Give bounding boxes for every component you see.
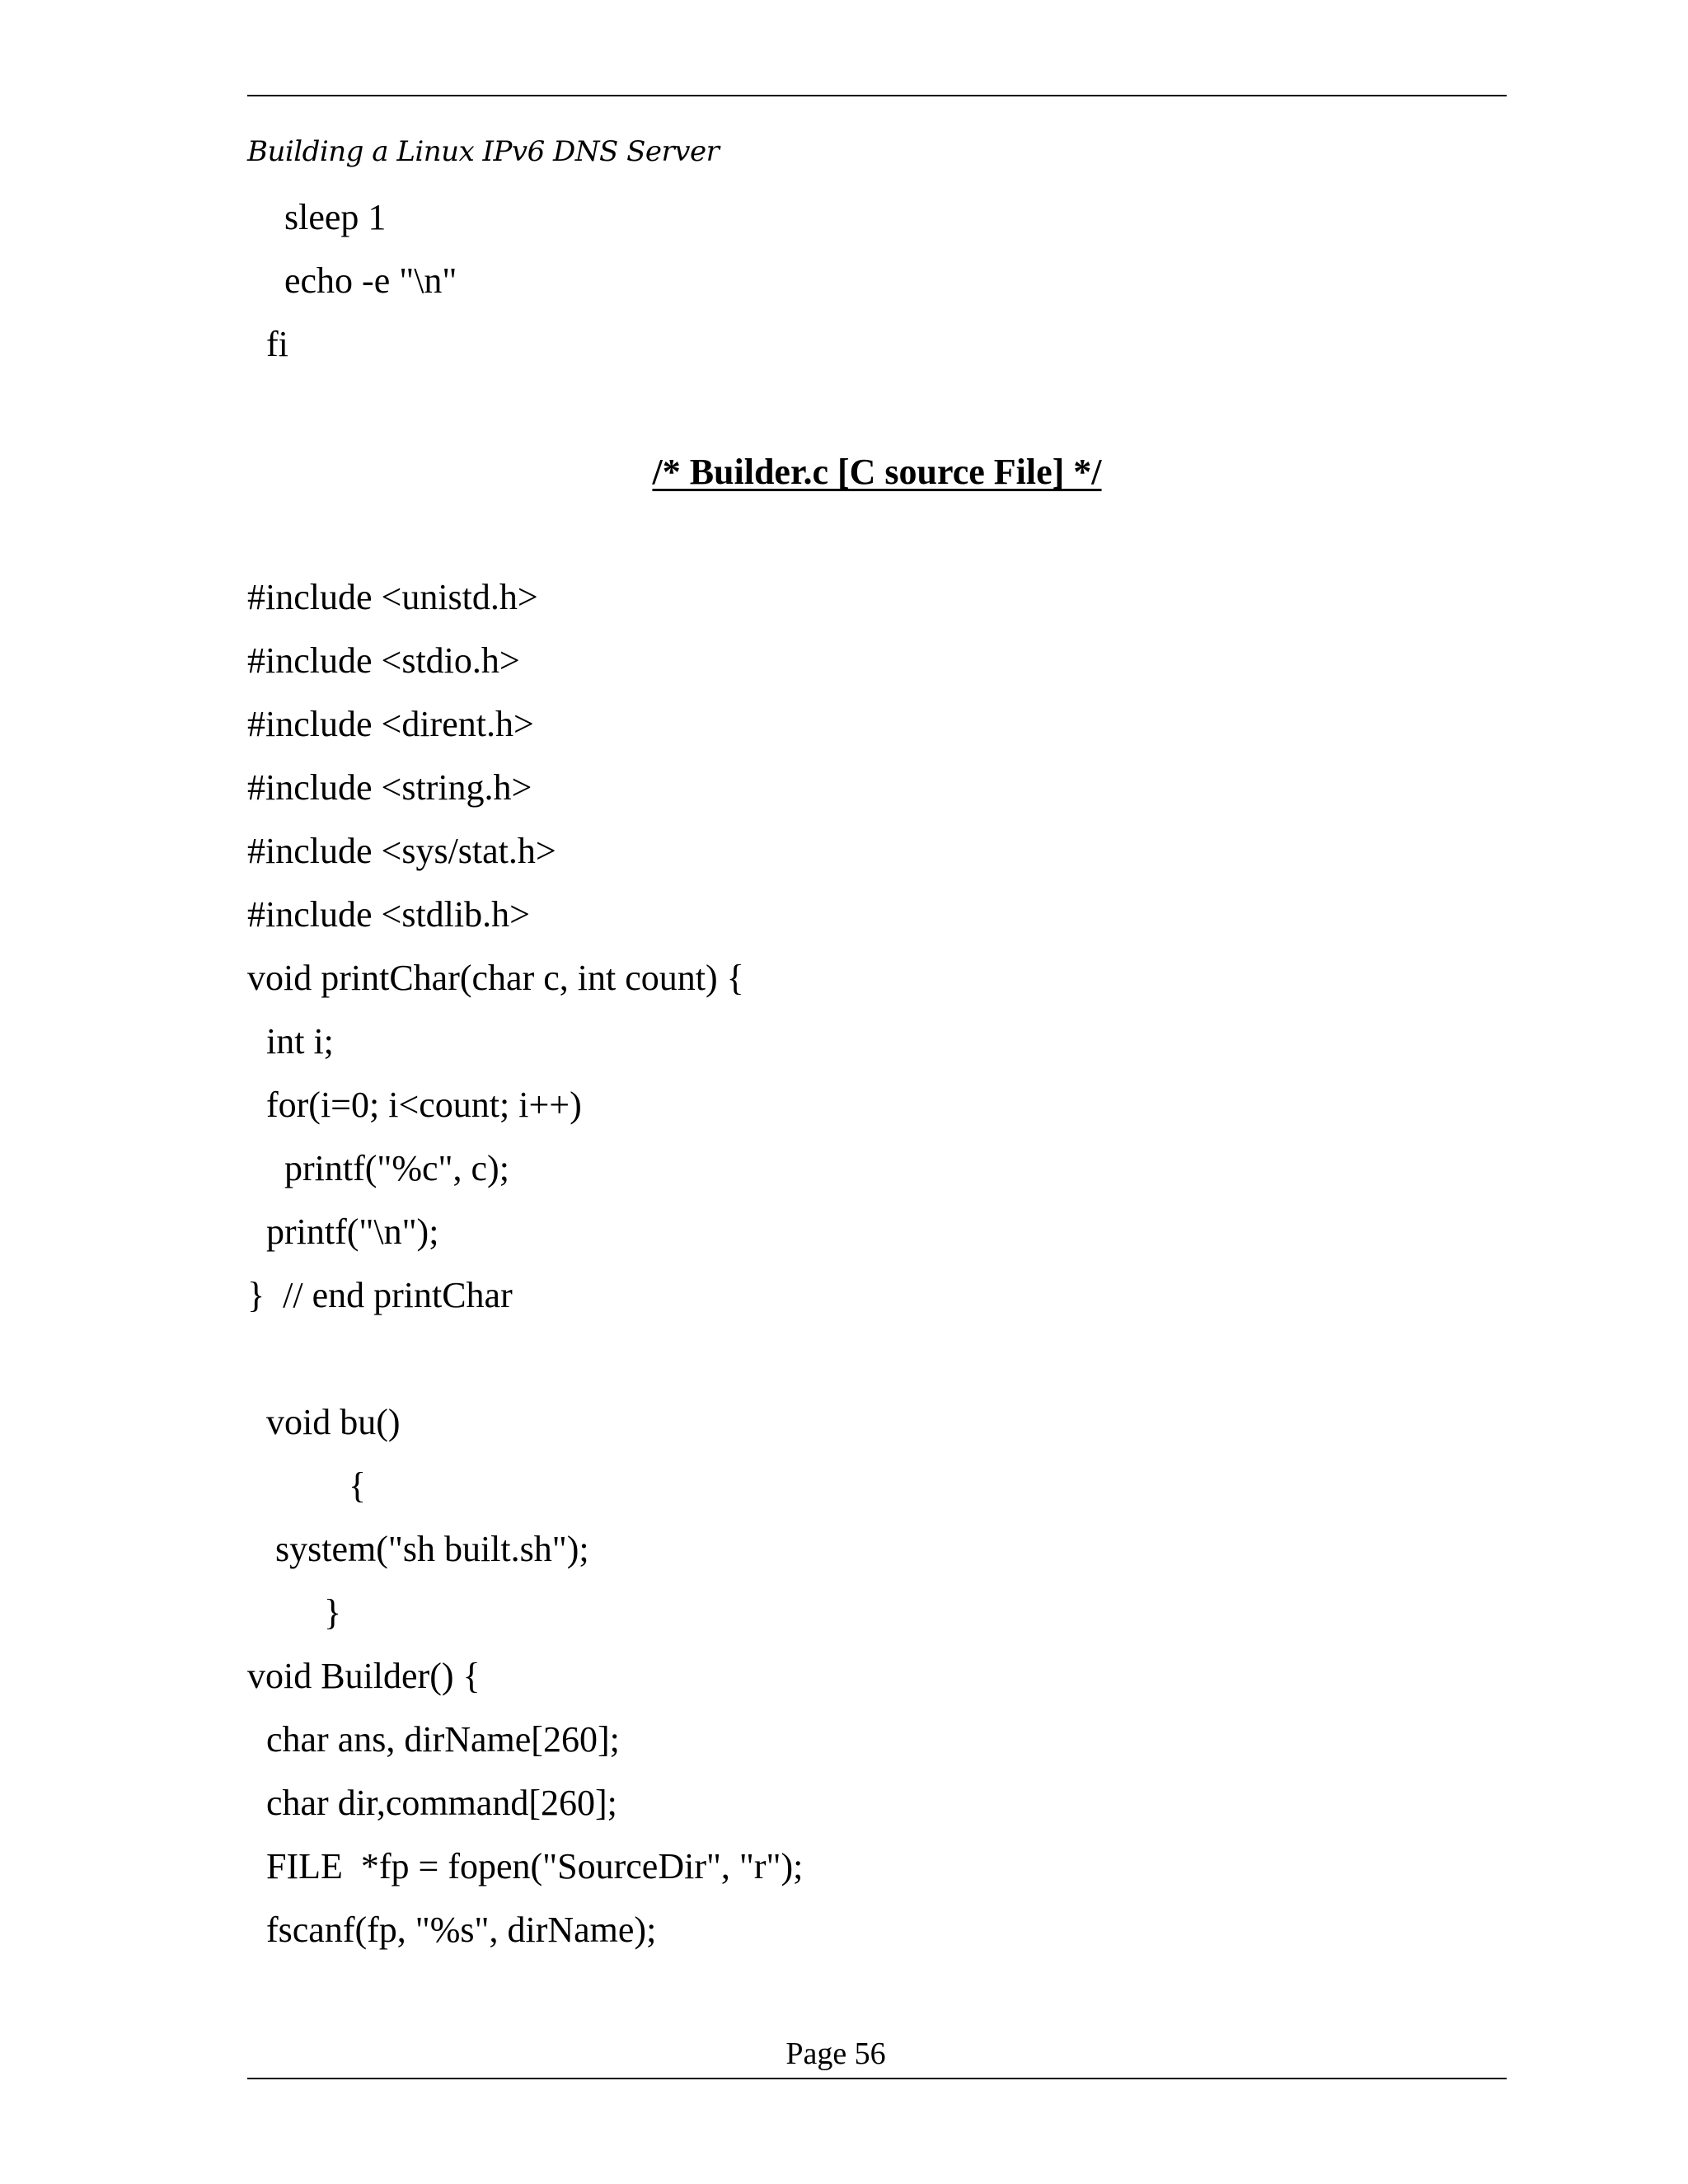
code-line: printf("%c", c);: [284, 1148, 509, 1188]
code-line: system("sh built.sh");: [275, 1529, 589, 1569]
code-line: fscanf(fp, "%s", dirName);: [266, 1910, 657, 1950]
code-line: void bu(): [266, 1402, 401, 1442]
code-line: for(i=0; i<count; i++): [266, 1085, 582, 1125]
code-line: void Builder() {: [247, 1656, 481, 1696]
code-line: echo -e "\n": [284, 260, 457, 301]
header-rule: [247, 95, 1507, 96]
code-line: printf("\n");: [266, 1212, 439, 1252]
code-line: char ans, dirName[260];: [266, 1719, 620, 1760]
code-line: sleep 1: [284, 197, 387, 237]
running-header: Building a Linux IPv6 DNS Server: [247, 135, 720, 168]
page-number: Page 56: [785, 2036, 886, 2071]
code-line: #include <string.h>: [247, 767, 532, 808]
footer-rule: [247, 2078, 1507, 2079]
code-line: void printChar(char c, int count) {: [247, 958, 744, 998]
code-line: fi: [266, 324, 288, 364]
code-line: #include <stdlib.h>: [247, 894, 530, 935]
code-line: } // end printChar: [247, 1275, 513, 1315]
code-line: {: [349, 1465, 367, 1506]
section-title: /* Builder.c [C source File] */: [652, 452, 1102, 492]
code-line: #include <stdio.h>: [247, 640, 520, 681]
code-line: }: [324, 1592, 342, 1633]
code-line: #include <sys/stat.h>: [247, 831, 556, 871]
code-line: FILE *fp = fopen("SourceDir", "r");: [266, 1846, 804, 1886]
code-line: int i;: [266, 1021, 334, 1062]
code-line: #include <unistd.h>: [247, 577, 538, 617]
code-line: char dir,command[260];: [266, 1783, 617, 1823]
code-line: #include <dirent.h>: [247, 704, 534, 744]
